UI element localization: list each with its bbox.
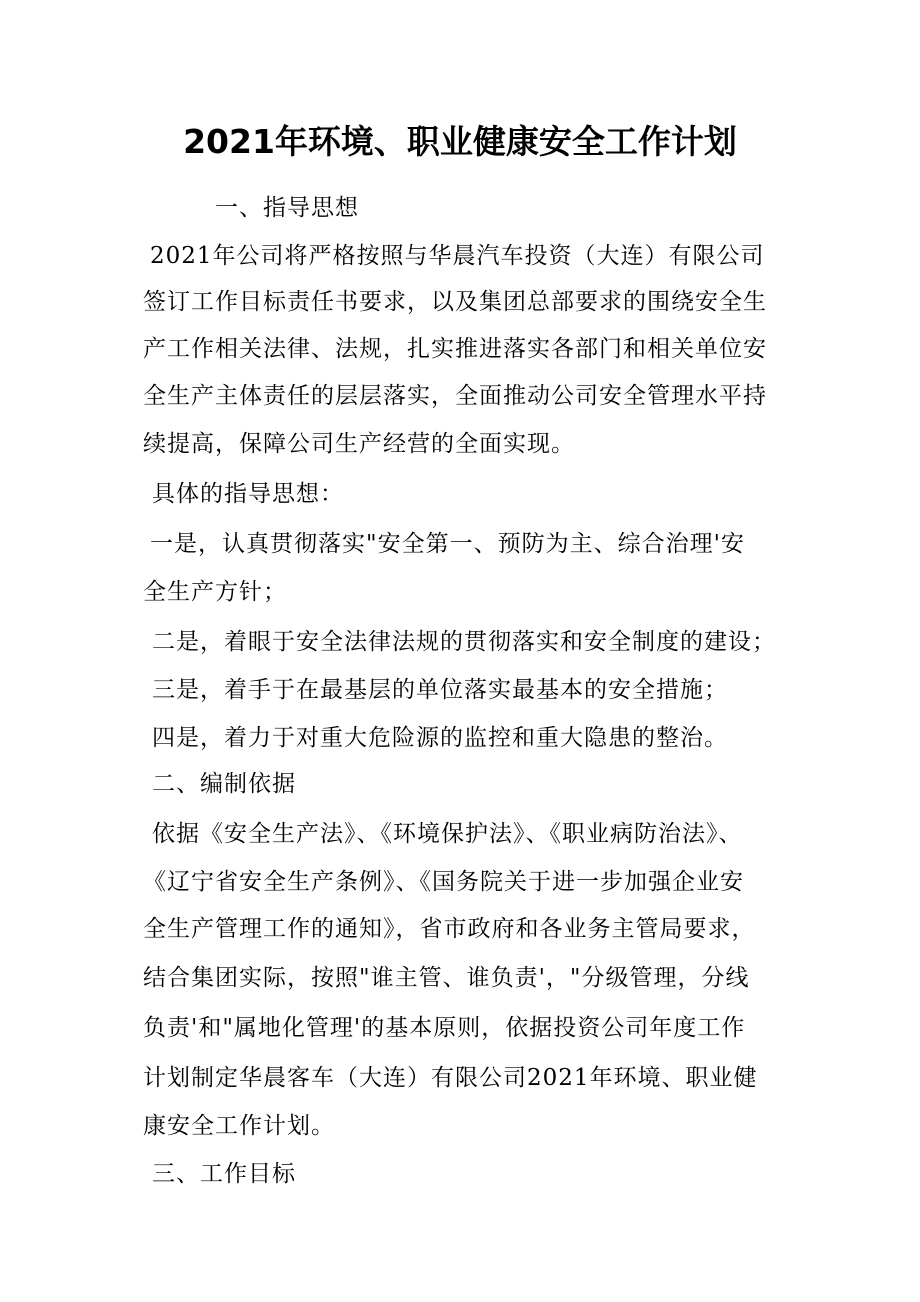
paragraph-line: 康安全工作计划。 bbox=[143, 1113, 335, 1139]
paragraph-line: 结合集团实际，按照"谁主管、谁负责'，"分级管理，分线 bbox=[143, 965, 750, 991]
document-title: 2021年环境、职业健康安全工作计划 bbox=[183, 122, 737, 161]
paragraph-line: 负责'和"属地化管理'的基本原则，依据投资公司年度工作 bbox=[143, 1015, 746, 1041]
paragraph-line: 依据《安全生产法》、《环境保护法》、《职业病防治法》、 bbox=[152, 821, 743, 847]
paragraph-line: 续提高，保障公司生产经营的全面实现。 bbox=[143, 431, 575, 457]
paragraph-line: 签订工作目标责任书要求，以及集团总部要求的围绕安全生 bbox=[143, 289, 767, 315]
section-heading-guiding-ideology: 一、指导思想 bbox=[215, 195, 359, 221]
paragraph-line: 计划制定华晨客车（大连）有限公司2021年环境、职业健 bbox=[143, 1065, 758, 1091]
paragraph-line: 全生产管理工作的通知》，省市政府和各业务主管局要求， bbox=[143, 916, 756, 942]
paragraph-line: 产工作相关法律、法规，扎实推进落实各部门和相关单位安 bbox=[143, 336, 767, 362]
section-heading-work-goals: 三、工作目标 bbox=[152, 1161, 296, 1187]
list-item-point-4: 四是，着力于对重大危险源的监控和重大隐患的整治。 bbox=[152, 725, 728, 751]
list-item-point-3: 三是，着手于在最基层的单位落实最基本的安全措施； bbox=[152, 677, 728, 703]
section-heading-basis: 二、编制依据 bbox=[152, 771, 296, 797]
list-item-point-1: 一是，认真贯彻落实"安全第一、预防为主、综合治理'安 bbox=[150, 531, 745, 557]
subheading-specific-ideology: 具体的指导思想： bbox=[152, 481, 344, 507]
paragraph-line: 全生产主体责任的层层落实，全面推动公司安全管理水平持 bbox=[143, 383, 767, 409]
list-item-point-2: 二是，着眼于安全法律法规的贯彻落实和安全制度的建设； bbox=[152, 629, 776, 655]
paragraph-line: 《辽宁省安全生产条例》、《国务院关于进一步加强企业安 bbox=[143, 869, 744, 895]
paragraph-line: 2021年公司将严格按照与华晨汽车投资（大连）有限公司 bbox=[150, 243, 765, 269]
list-item-point-1-continued: 全生产方针； bbox=[143, 579, 287, 605]
